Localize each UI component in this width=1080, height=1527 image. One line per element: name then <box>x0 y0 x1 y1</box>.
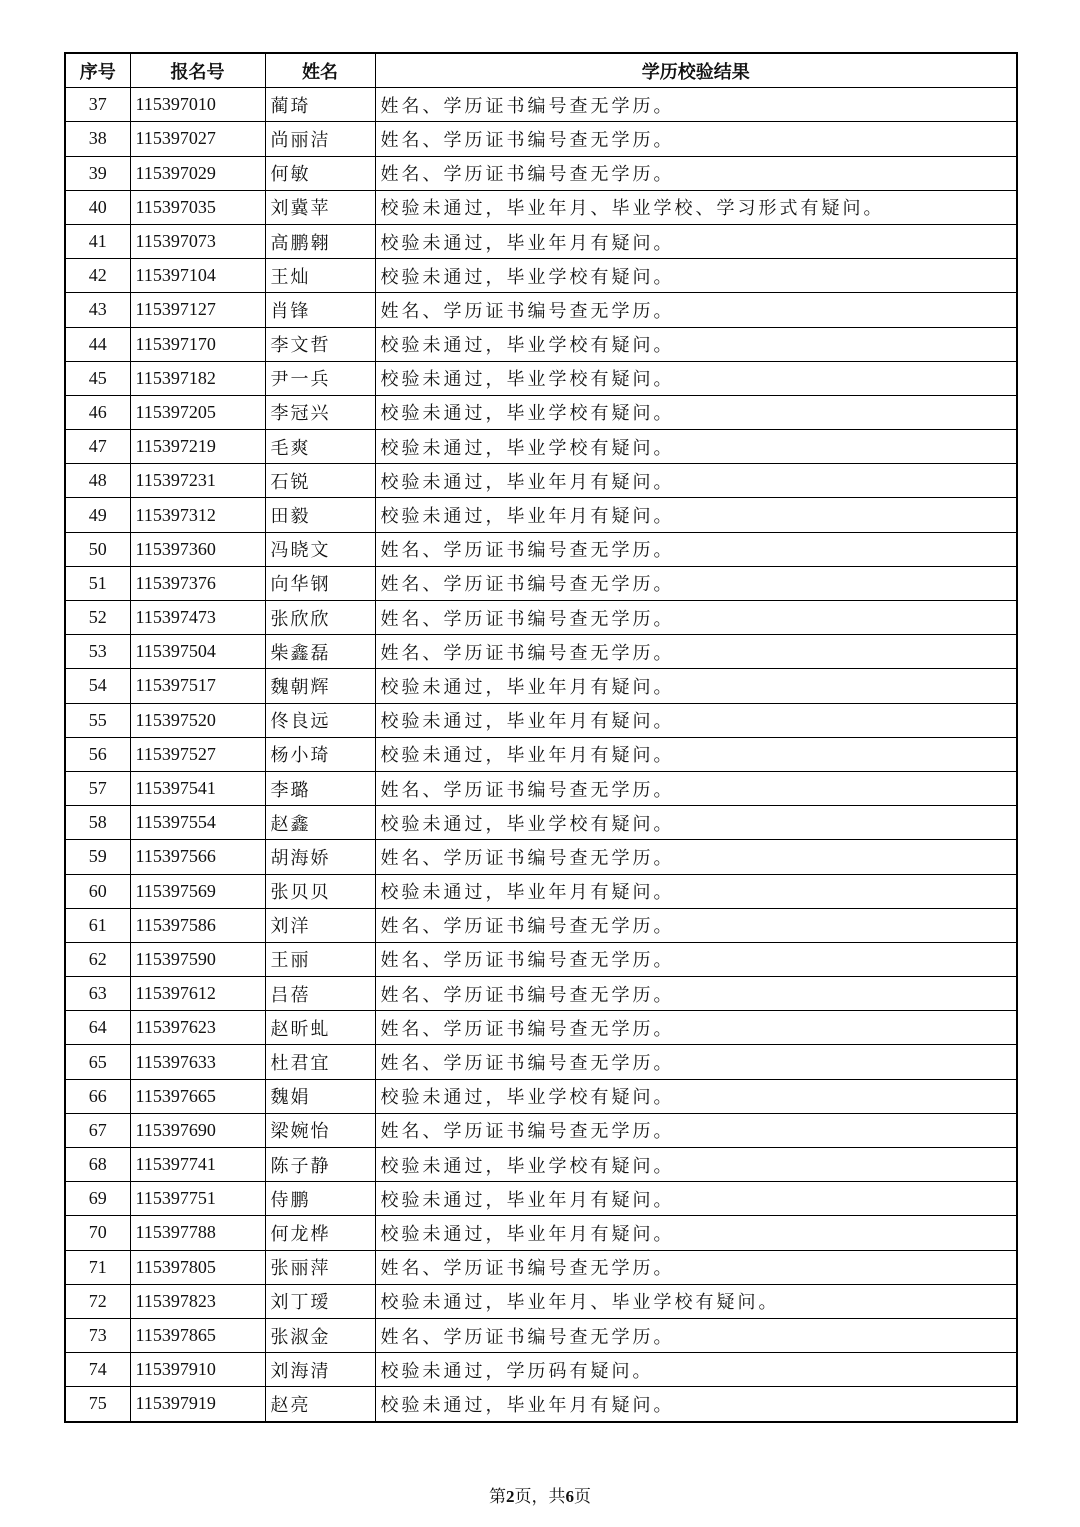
row-result: 校验未通过，毕业年月有疑问。 <box>375 703 1017 737</box>
row-seq: 60 <box>65 874 130 908</box>
row-result: 姓名、学历证书编号查无学历。 <box>375 156 1017 190</box>
row-result: 姓名、学历证书编号查无学历。 <box>375 840 1017 874</box>
row-result: 姓名、学历证书编号查无学历。 <box>375 635 1017 669</box>
row-reg-no: 115397360 <box>130 532 265 566</box>
row-reg-no: 115397751 <box>130 1182 265 1216</box>
row-seq: 72 <box>65 1284 130 1318</box>
table-row <box>65 942 1017 976</box>
row-result: 校验未通过，毕业年月有疑问。 <box>375 874 1017 908</box>
row-name: 魏娟 <box>265 1079 375 1113</box>
row-seq: 71 <box>65 1250 130 1284</box>
row-name: 杨小琦 <box>265 737 375 771</box>
footer-page-number: 2 <box>506 1487 515 1506</box>
table-row <box>65 1045 1017 1079</box>
row-result: 姓名、学历证书编号查无学历。 <box>375 122 1017 156</box>
header-reg-no: 报名号 <box>130 53 265 88</box>
row-name: 李璐 <box>265 771 375 805</box>
row-reg-no: 115397554 <box>130 806 265 840</box>
row-reg-no: 115397665 <box>130 1079 265 1113</box>
table-row <box>65 156 1017 190</box>
row-seq: 39 <box>65 156 130 190</box>
row-seq: 40 <box>65 190 130 224</box>
table-row <box>65 395 1017 429</box>
row-reg-no: 115397919 <box>130 1387 265 1422</box>
row-name: 何敏 <box>265 156 375 190</box>
table-row <box>65 669 1017 703</box>
table-row <box>65 635 1017 669</box>
row-result: 校验未通过，毕业年月有疑问。 <box>375 1387 1017 1422</box>
row-name: 蔺琦 <box>265 88 375 122</box>
row-result: 校验未通过，毕业学校有疑问。 <box>375 327 1017 361</box>
row-reg-no: 115397219 <box>130 430 265 464</box>
row-reg-no: 115397504 <box>130 635 265 669</box>
footer-prefix: 第 <box>489 1487 506 1507</box>
row-seq: 59 <box>65 840 130 874</box>
row-name: 赵昕虬 <box>265 1011 375 1045</box>
row-seq: 48 <box>65 464 130 498</box>
table-row <box>65 259 1017 293</box>
row-seq: 42 <box>65 259 130 293</box>
row-seq: 54 <box>65 669 130 703</box>
table-row <box>65 361 1017 395</box>
row-name: 李文哲 <box>265 327 375 361</box>
table-row <box>65 908 1017 942</box>
row-seq: 73 <box>65 1318 130 1352</box>
row-reg-no: 115397690 <box>130 1113 265 1147</box>
table-row <box>65 498 1017 532</box>
row-reg-no: 115397569 <box>130 874 265 908</box>
row-name: 李冠兴 <box>265 395 375 429</box>
row-result: 姓名、学历证书编号查无学历。 <box>375 908 1017 942</box>
row-name: 魏朝辉 <box>265 669 375 703</box>
row-seq: 75 <box>65 1387 130 1422</box>
table-row <box>65 1250 1017 1284</box>
row-reg-no: 115397788 <box>130 1216 265 1250</box>
footer-total-pages: 6 <box>565 1487 574 1506</box>
row-name: 石锐 <box>265 464 375 498</box>
table-row <box>65 1182 1017 1216</box>
table-row <box>65 737 1017 771</box>
row-name: 张欣欣 <box>265 601 375 635</box>
row-name: 张丽萍 <box>265 1250 375 1284</box>
table-row <box>65 464 1017 498</box>
row-result: 校验未通过，毕业年月有疑问。 <box>375 224 1017 258</box>
row-seq: 65 <box>65 1045 130 1079</box>
table-header-row <box>65 53 1017 88</box>
row-reg-no: 115397029 <box>130 156 265 190</box>
row-seq: 70 <box>65 1216 130 1250</box>
row-seq: 57 <box>65 771 130 805</box>
row-reg-no: 115397865 <box>130 1318 265 1352</box>
row-name: 毛爽 <box>265 430 375 464</box>
row-name: 刘丁瑷 <box>265 1284 375 1318</box>
row-name: 向华钢 <box>265 566 375 600</box>
table-row <box>65 532 1017 566</box>
row-reg-no: 115397104 <box>130 259 265 293</box>
row-seq: 52 <box>65 601 130 635</box>
table-row <box>65 224 1017 258</box>
table-row <box>65 190 1017 224</box>
row-name: 梁婉怡 <box>265 1113 375 1147</box>
row-result: 姓名、学历证书编号查无学历。 <box>375 942 1017 976</box>
row-reg-no: 115397612 <box>130 977 265 1011</box>
table-body <box>65 88 1017 1422</box>
row-reg-no: 115397527 <box>130 737 265 771</box>
row-reg-no: 115397376 <box>130 566 265 600</box>
row-result: 校验未通过，毕业学校有疑问。 <box>375 1148 1017 1182</box>
header-name: 姓名 <box>265 53 375 88</box>
table-row <box>65 293 1017 327</box>
table-row <box>65 1113 1017 1147</box>
header-result: 学历校验结果 <box>375 53 1017 88</box>
row-name: 赵鑫 <box>265 806 375 840</box>
row-name: 王丽 <box>265 942 375 976</box>
row-reg-no: 115397586 <box>130 908 265 942</box>
row-name: 田毅 <box>265 498 375 532</box>
row-reg-no: 115397170 <box>130 327 265 361</box>
row-name: 张贝贝 <box>265 874 375 908</box>
table-row <box>65 1148 1017 1182</box>
table-row <box>65 1216 1017 1250</box>
row-result: 姓名、学历证书编号查无学历。 <box>375 1250 1017 1284</box>
row-reg-no: 115397520 <box>130 703 265 737</box>
row-seq: 46 <box>65 395 130 429</box>
row-result: 姓名、学历证书编号查无学历。 <box>375 1011 1017 1045</box>
row-seq: 38 <box>65 122 130 156</box>
row-seq: 68 <box>65 1148 130 1182</box>
row-name: 张淑金 <box>265 1318 375 1352</box>
row-seq: 67 <box>65 1113 130 1147</box>
row-name: 王灿 <box>265 259 375 293</box>
row-result: 姓名、学历证书编号查无学历。 <box>375 532 1017 566</box>
footer-suffix: 页 <box>574 1487 591 1507</box>
table-row <box>65 88 1017 122</box>
row-name: 尹一兵 <box>265 361 375 395</box>
row-reg-no: 115397205 <box>130 395 265 429</box>
row-seq: 45 <box>65 361 130 395</box>
row-result: 校验未通过，毕业年月、毕业学校有疑问。 <box>375 1284 1017 1318</box>
table-row <box>65 327 1017 361</box>
row-name: 尚丽洁 <box>265 122 375 156</box>
row-result: 校验未通过，毕业年月有疑问。 <box>375 1216 1017 1250</box>
row-reg-no: 115397312 <box>130 498 265 532</box>
row-name: 杜君宜 <box>265 1045 375 1079</box>
row-name: 胡海娇 <box>265 840 375 874</box>
row-reg-no: 115397517 <box>130 669 265 703</box>
row-result: 校验未通过，毕业学校有疑问。 <box>375 1079 1017 1113</box>
row-result: 校验未通过，毕业年月有疑问。 <box>375 1182 1017 1216</box>
row-reg-no: 115397566 <box>130 840 265 874</box>
table-row <box>65 430 1017 464</box>
result-table <box>64 52 1018 1423</box>
row-reg-no: 115397741 <box>130 1148 265 1182</box>
row-name: 肖锋 <box>265 293 375 327</box>
row-result: 姓名、学历证书编号查无学历。 <box>375 1318 1017 1352</box>
row-seq: 62 <box>65 942 130 976</box>
row-result: 校验未通过，毕业年月有疑问。 <box>375 669 1017 703</box>
row-reg-no: 115397127 <box>130 293 265 327</box>
table-row <box>65 1011 1017 1045</box>
row-name: 何龙桦 <box>265 1216 375 1250</box>
row-result: 校验未通过，毕业学校有疑问。 <box>375 430 1017 464</box>
row-result: 姓名、学历证书编号查无学历。 <box>375 771 1017 805</box>
row-result: 校验未通过，毕业年月、毕业学校、学习形式有疑问。 <box>375 190 1017 224</box>
row-reg-no: 115397623 <box>130 1011 265 1045</box>
row-result: 校验未通过，学历码有疑问。 <box>375 1353 1017 1387</box>
table-row <box>65 566 1017 600</box>
row-seq: 44 <box>65 327 130 361</box>
row-seq: 66 <box>65 1079 130 1113</box>
header-seq: 序号 <box>65 53 130 88</box>
row-result: 校验未通过，毕业学校有疑问。 <box>375 361 1017 395</box>
row-result: 姓名、学历证书编号查无学历。 <box>375 293 1017 327</box>
table-row <box>65 703 1017 737</box>
table-row <box>65 1318 1017 1352</box>
row-seq: 61 <box>65 908 130 942</box>
row-result: 校验未通过，毕业年月有疑问。 <box>375 464 1017 498</box>
row-result: 姓名、学历证书编号查无学历。 <box>375 566 1017 600</box>
row-seq: 53 <box>65 635 130 669</box>
row-seq: 47 <box>65 430 130 464</box>
row-seq: 41 <box>65 224 130 258</box>
row-result: 校验未通过，毕业学校有疑问。 <box>375 806 1017 840</box>
row-reg-no: 115397590 <box>130 942 265 976</box>
row-seq: 51 <box>65 566 130 600</box>
table-row <box>65 1387 1017 1422</box>
row-seq: 58 <box>65 806 130 840</box>
row-seq: 49 <box>65 498 130 532</box>
page-footer <box>0 1482 1080 1507</box>
row-reg-no: 115397073 <box>130 224 265 258</box>
row-reg-no: 115397633 <box>130 1045 265 1079</box>
row-name: 陈子静 <box>265 1148 375 1182</box>
row-result: 姓名、学历证书编号查无学历。 <box>375 1113 1017 1147</box>
row-seq: 50 <box>65 532 130 566</box>
row-seq: 37 <box>65 88 130 122</box>
row-result: 校验未通过，毕业年月有疑问。 <box>375 498 1017 532</box>
table-row <box>65 1284 1017 1318</box>
row-name: 吕蓓 <box>265 977 375 1011</box>
row-name: 刘冀苹 <box>265 190 375 224</box>
row-name: 侍鹏 <box>265 1182 375 1216</box>
row-result: 姓名、学历证书编号查无学历。 <box>375 977 1017 1011</box>
row-result: 姓名、学历证书编号查无学历。 <box>375 601 1017 635</box>
row-name: 高鹏翱 <box>265 224 375 258</box>
row-result: 姓名、学历证书编号查无学历。 <box>375 1045 1017 1079</box>
row-result: 校验未通过，毕业年月有疑问。 <box>375 737 1017 771</box>
table-row <box>65 806 1017 840</box>
row-reg-no: 115397823 <box>130 1284 265 1318</box>
row-result: 校验未通过，毕业学校有疑问。 <box>375 395 1017 429</box>
row-reg-no: 115397027 <box>130 122 265 156</box>
table-row <box>65 1079 1017 1113</box>
table-row <box>65 874 1017 908</box>
row-seq: 63 <box>65 977 130 1011</box>
table-row <box>65 601 1017 635</box>
row-seq: 56 <box>65 737 130 771</box>
row-seq: 43 <box>65 293 130 327</box>
row-reg-no: 115397541 <box>130 771 265 805</box>
row-name: 柴鑫磊 <box>265 635 375 669</box>
row-reg-no: 115397910 <box>130 1353 265 1387</box>
table-row <box>65 122 1017 156</box>
row-name: 刘海清 <box>265 1353 375 1387</box>
row-reg-no: 115397010 <box>130 88 265 122</box>
row-seq: 69 <box>65 1182 130 1216</box>
row-name: 佟良远 <box>265 703 375 737</box>
row-reg-no: 115397231 <box>130 464 265 498</box>
table-row <box>65 977 1017 1011</box>
row-reg-no: 115397473 <box>130 601 265 635</box>
row-reg-no: 115397182 <box>130 361 265 395</box>
row-seq: 74 <box>65 1353 130 1387</box>
row-result: 姓名、学历证书编号查无学历。 <box>375 88 1017 122</box>
table-row <box>65 771 1017 805</box>
row-reg-no: 115397035 <box>130 190 265 224</box>
row-name: 冯晓文 <box>265 532 375 566</box>
row-reg-no: 115397805 <box>130 1250 265 1284</box>
table-row <box>65 840 1017 874</box>
row-seq: 64 <box>65 1011 130 1045</box>
row-name: 刘洋 <box>265 908 375 942</box>
row-result: 校验未通过，毕业学校有疑问。 <box>375 259 1017 293</box>
table-row <box>65 1353 1017 1387</box>
row-name: 赵亮 <box>265 1387 375 1422</box>
footer-middle: 页，共 <box>514 1487 566 1507</box>
row-seq: 55 <box>65 703 130 737</box>
